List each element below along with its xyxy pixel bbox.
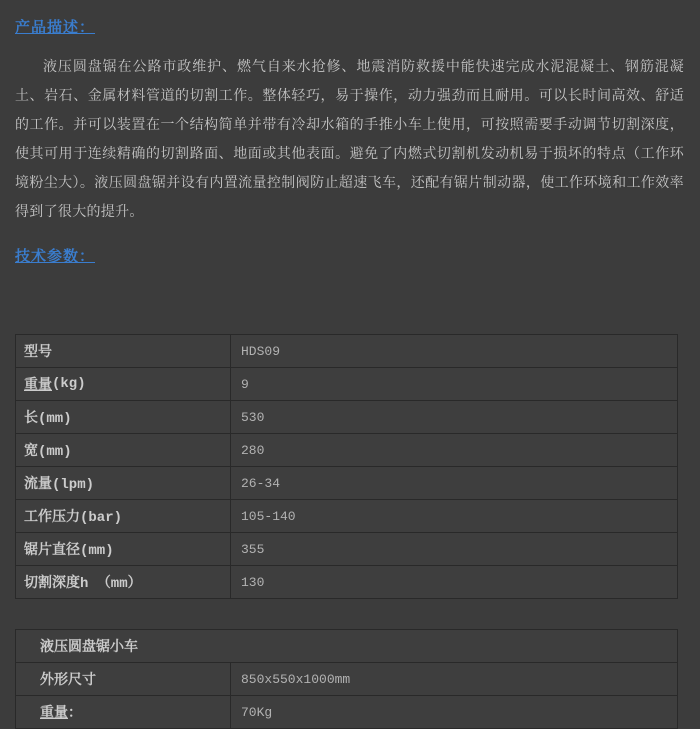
spec-value: 280 <box>241 442 265 458</box>
table-row <box>16 400 677 433</box>
table-row <box>16 466 677 499</box>
spec-value: 130 <box>241 574 265 590</box>
table-row <box>16 433 677 466</box>
spec-label-text: 外形尺寸 <box>40 673 96 689</box>
spec-label-text: (kg) <box>52 376 86 392</box>
spec-value: 105-140 <box>241 508 296 524</box>
technical-parameters-heading: 技术参数： <box>15 247 96 265</box>
spec-label <box>16 335 231 367</box>
table-row <box>16 695 677 728</box>
spec-label-text: 工作压力(bar) <box>24 510 123 526</box>
table-row <box>16 565 677 598</box>
spec-label-text: 长(mm) <box>24 411 72 427</box>
cart-table-title: 液压圆盘锯小车 <box>40 640 138 656</box>
spec-value: 530 <box>241 409 265 425</box>
cart-table-header-row <box>16 630 677 662</box>
table-row <box>16 335 677 367</box>
spec-label <box>16 533 231 565</box>
spec-label-underlined: 重量 <box>40 706 68 722</box>
spec-label <box>16 467 231 499</box>
table-row <box>16 662 677 695</box>
spec-table <box>15 334 678 599</box>
spec-label <box>16 566 231 598</box>
cart-spec-table <box>15 629 678 729</box>
spec-value: 850x550x1000mm <box>241 671 351 687</box>
spec-label-text: 型号 <box>24 345 52 361</box>
spec-label-text: 切割深度h （mm） <box>24 576 142 592</box>
table-row <box>16 532 677 565</box>
table-row <box>16 499 677 532</box>
spec-label <box>16 401 231 433</box>
spec-value: 9 <box>241 376 249 392</box>
spec-label <box>16 434 231 466</box>
spec-value: HDS09 <box>241 343 281 359</box>
spec-label-text: 宽(mm) <box>24 444 72 460</box>
spec-label-underlined: 重量 <box>24 378 52 394</box>
spec-value: 70Kg <box>241 704 273 720</box>
spec-label-text: ： <box>68 706 82 722</box>
spec-label <box>16 696 231 728</box>
spec-value: 26-34 <box>241 475 281 491</box>
product-description-text: 液压圆盘锯在公路市政维护、燃气自来水抢修、地震消防救援中能快速完成水泥混凝土、钢筋混凝土、岩石、金属材料管道的切割工作。整体轻巧，易于操作，动力强劲而且耐用。可以长时间高效、舒适的工作。并可以装置在一个结构简单并带有冷却水箱的手推小车上使用，可按照需要手动调节切割深度，使其可用于连续精确的切割路面、地面或其他表面。避免了内燃式切割机发动机易于损坏的特点（工作环境粉尘大）。液压圆盘锯并设有内置流量控制阀防止超速飞车，还配有锯片制动器，使工作环境和工作效率得到了很大的提升。 <box>15 59 684 220</box>
spec-label <box>16 663 231 695</box>
spec-label-text: 锯片直径(mm) <box>24 543 114 559</box>
spec-label <box>16 368 231 400</box>
spec-label <box>16 500 231 532</box>
table-row <box>16 367 677 400</box>
product-description-heading: 产品描述： <box>15 18 96 36</box>
spec-value: 355 <box>241 541 265 557</box>
spec-label-text: 流量(lpm) <box>24 477 95 493</box>
